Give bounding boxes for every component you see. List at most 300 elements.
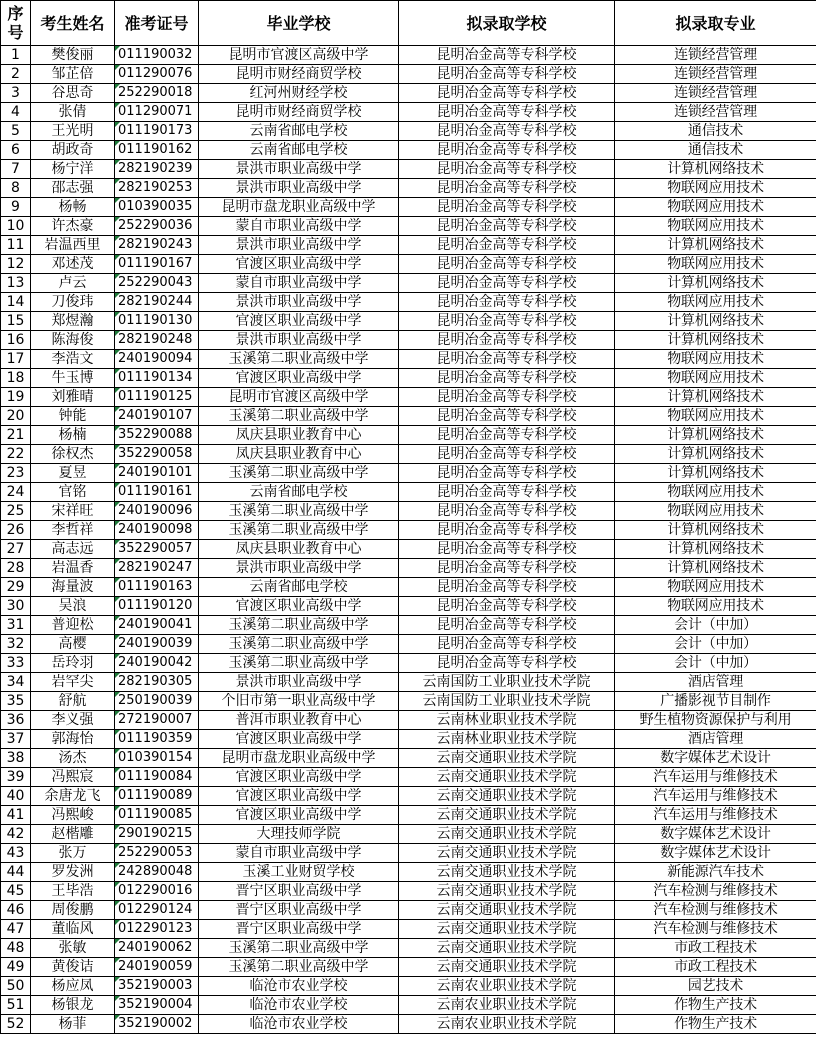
header-seq: 序 号: [1, 1, 31, 46]
name-cell: 徐权杰: [31, 445, 115, 464]
grad-school-cell: 云南省邮电学校: [199, 483, 399, 502]
name-cell: 胡政奇: [31, 141, 115, 160]
exam-id-cell: 352290088: [115, 426, 199, 445]
major-cell: 物联网应用技术: [615, 597, 816, 616]
seq-cell: 41: [1, 806, 31, 825]
seq-cell: 13: [1, 274, 31, 293]
exam-id-cell: 282190248: [115, 331, 199, 350]
exam-id-cell: 240190062: [115, 939, 199, 958]
admit-school-cell: 昆明冶金高等专科学校: [399, 407, 615, 426]
major-cell: 物联网应用技术: [615, 407, 816, 426]
table-row: [1, 65, 816, 84]
grad-school-cell: 昆明市财经商贸学校: [199, 65, 399, 84]
exam-id-cell: 012290123: [115, 920, 199, 939]
exam-id-cell: 011290076: [115, 65, 199, 84]
major-cell: 物联网应用技术: [615, 578, 816, 597]
admit-school-cell: 云南交通职业技术学院: [399, 825, 615, 844]
exam-id-cell: 282190244: [115, 293, 199, 312]
exam-id-cell: 012290124: [115, 901, 199, 920]
table-row: [1, 559, 816, 578]
grad-school-cell: 临沧市农业学校: [199, 996, 399, 1015]
admit-school-cell: 云南交通职业技术学院: [399, 806, 615, 825]
major-cell: 数字媒体艺术设计: [615, 844, 816, 863]
major-cell: 物联网应用技术: [615, 483, 816, 502]
grad-school-cell: 玉溪第二职业高级中学: [199, 654, 399, 673]
major-cell: 通信技术: [615, 122, 816, 141]
seq-cell: 45: [1, 882, 31, 901]
major-cell: 物联网应用技术: [615, 255, 816, 274]
admit-school-cell: 昆明冶金高等专科学校: [399, 616, 615, 635]
admit-school-cell: 昆明冶金高等专科学校: [399, 141, 615, 160]
admit-school-cell: 昆明冶金高等专科学校: [399, 293, 615, 312]
seq-cell: 52: [1, 1015, 31, 1034]
major-cell: 汽车运用与维修技术: [615, 768, 816, 787]
grad-school-cell: 玉溪第二职业高级中学: [199, 502, 399, 521]
header-admit-school: 拟录取学校: [399, 1, 615, 46]
name-cell: 余唐龙飞: [31, 787, 115, 806]
grad-school-cell: 玉溪第二职业高级中学: [199, 616, 399, 635]
grad-school-cell: 玉溪第二职业高级中学: [199, 407, 399, 426]
grad-school-cell: 玉溪工业财贸学校: [199, 863, 399, 882]
grad-school-cell: 官渡区职业高级中学: [199, 597, 399, 616]
major-cell: 汽车运用与维修技术: [615, 787, 816, 806]
major-cell: 连锁经营管理: [615, 46, 816, 65]
name-cell: 邵志强: [31, 179, 115, 198]
grad-school-cell: 晋宁区职业高级中学: [199, 901, 399, 920]
exam-id-cell: 352290058: [115, 445, 199, 464]
table-row: [1, 217, 816, 236]
seq-cell: 29: [1, 578, 31, 597]
grad-school-cell: 临沧市农业学校: [199, 977, 399, 996]
exam-id-cell: 011190161: [115, 483, 199, 502]
name-cell: 普迎松: [31, 616, 115, 635]
admit-school-cell: 昆明冶金高等专科学校: [399, 483, 615, 502]
name-cell: 夏昱: [31, 464, 115, 483]
major-cell: 数字媒体艺术设计: [615, 749, 816, 768]
table-row: [1, 483, 816, 502]
major-cell: 计算机网络技术: [615, 331, 816, 350]
seq-cell: 35: [1, 692, 31, 711]
grad-school-cell: 官渡区职业高级中学: [199, 768, 399, 787]
exam-id-cell: 011190120: [115, 597, 199, 616]
major-cell: 作物生产技术: [615, 1015, 816, 1034]
major-cell: 酒店管理: [615, 673, 816, 692]
grad-school-cell: 凤庆县职业教育中心: [199, 540, 399, 559]
exam-id-cell: 252290018: [115, 84, 199, 103]
seq-cell: 14: [1, 293, 31, 312]
name-cell: 李义强: [31, 711, 115, 730]
header-exam-id: 准考证号: [115, 1, 199, 46]
name-cell: 郭海怡: [31, 730, 115, 749]
name-cell: 杨宁洋: [31, 160, 115, 179]
table-row: [1, 179, 816, 198]
major-cell: 园艺技术: [615, 977, 816, 996]
table-row: [1, 939, 816, 958]
exam-id-cell: 352190003: [115, 977, 199, 996]
seq-cell: 31: [1, 616, 31, 635]
admit-school-cell: 云南交通职业技术学院: [399, 958, 615, 977]
exam-id-cell: 011190359: [115, 730, 199, 749]
admit-school-cell: 昆明冶金高等专科学校: [399, 559, 615, 578]
grad-school-cell: 官渡区职业高级中学: [199, 806, 399, 825]
table-row: [1, 331, 816, 350]
table-row: [1, 844, 816, 863]
table-row: [1, 141, 816, 160]
seq-cell: 34: [1, 673, 31, 692]
table-row: [1, 103, 816, 122]
table-row: [1, 198, 816, 217]
admit-school-cell: 昆明冶金高等专科学校: [399, 597, 615, 616]
table-row: [1, 711, 816, 730]
admit-school-cell: 昆明冶金高等专科学校: [399, 331, 615, 350]
name-cell: 谷思奇: [31, 84, 115, 103]
name-cell: 王光明: [31, 122, 115, 141]
admit-school-cell: 昆明冶金高等专科学校: [399, 445, 615, 464]
major-cell: 计算机网络技术: [615, 426, 816, 445]
name-cell: 李浩文: [31, 350, 115, 369]
exam-id-cell: 010390035: [115, 198, 199, 217]
grad-school-cell: 景洪市职业高级中学: [199, 331, 399, 350]
exam-id-cell: 011190167: [115, 255, 199, 274]
admit-school-cell: 昆明冶金高等专科学校: [399, 578, 615, 597]
major-cell: 物联网应用技术: [615, 502, 816, 521]
header-name: 考生姓名: [31, 1, 115, 46]
admit-school-cell: 昆明冶金高等专科学校: [399, 502, 615, 521]
grad-school-cell: 玉溪第二职业高级中学: [199, 521, 399, 540]
name-cell: 赵楷雕: [31, 825, 115, 844]
grad-school-cell: 昆明市盘龙职业高级中学: [199, 198, 399, 217]
seq-cell: 51: [1, 996, 31, 1015]
admit-school-cell: 云南交通职业技术学院: [399, 844, 615, 863]
major-cell: 连锁经营管理: [615, 65, 816, 84]
exam-id-cell: 240190039: [115, 635, 199, 654]
admit-school-cell: 云南交通职业技术学院: [399, 939, 615, 958]
name-cell: 吴浪: [31, 597, 115, 616]
name-cell: 杨畅: [31, 198, 115, 217]
name-cell: 黄俊诘: [31, 958, 115, 977]
grad-school-cell: 昆明市官渡区高级中学: [199, 388, 399, 407]
exam-id-cell: 011290071: [115, 103, 199, 122]
exam-id-cell: 252290053: [115, 844, 199, 863]
admit-school-cell: 昆明冶金高等专科学校: [399, 464, 615, 483]
exam-id-cell: 272190007: [115, 711, 199, 730]
seq-cell: 7: [1, 160, 31, 179]
admit-school-cell: 昆明冶金高等专科学校: [399, 160, 615, 179]
exam-id-cell: 012290016: [115, 882, 199, 901]
admit-school-cell: 昆明冶金高等专科学校: [399, 654, 615, 673]
table-row: [1, 274, 816, 293]
table-row: [1, 426, 816, 445]
grad-school-cell: 玉溪第二职业高级中学: [199, 464, 399, 483]
exam-id-cell: 240190107: [115, 407, 199, 426]
major-cell: 市政工程技术: [615, 958, 816, 977]
grad-school-cell: 玉溪第二职业高级中学: [199, 350, 399, 369]
header-row: [1, 1, 816, 46]
seq-cell: 27: [1, 540, 31, 559]
seq-cell: 17: [1, 350, 31, 369]
name-cell: 张倩: [31, 103, 115, 122]
name-cell: 郑煜瀚: [31, 312, 115, 331]
admit-school-cell: 云南国防工业职业技术学院: [399, 673, 615, 692]
name-cell: 舒航: [31, 692, 115, 711]
major-cell: 连锁经营管理: [615, 84, 816, 103]
major-cell: 广播影视节目制作: [615, 692, 816, 711]
grad-school-cell: 蒙自市职业高级中学: [199, 844, 399, 863]
table-row: [1, 464, 816, 483]
admit-school-cell: 昆明冶金高等专科学校: [399, 521, 615, 540]
major-cell: 市政工程技术: [615, 939, 816, 958]
name-cell: 李哲祥: [31, 521, 115, 540]
admit-school-cell: 昆明冶金高等专科学校: [399, 426, 615, 445]
grad-school-cell: 大理技师学院: [199, 825, 399, 844]
grad-school-cell: 官渡区职业高级中学: [199, 730, 399, 749]
table-row: [1, 597, 816, 616]
major-cell: 计算机网络技术: [615, 445, 816, 464]
table-row: [1, 160, 816, 179]
admit-school-cell: 昆明冶金高等专科学校: [399, 236, 615, 255]
name-cell: 杨楠: [31, 426, 115, 445]
admit-school-cell: 云南国防工业职业技术学院: [399, 692, 615, 711]
major-cell: 计算机网络技术: [615, 274, 816, 293]
name-cell: 汤杰: [31, 749, 115, 768]
admit-school-cell: 云南交通职业技术学院: [399, 920, 615, 939]
seq-cell: 43: [1, 844, 31, 863]
major-cell: 计算机网络技术: [615, 540, 816, 559]
name-cell: 钟能: [31, 407, 115, 426]
name-cell: 王毕浩: [31, 882, 115, 901]
name-cell: 卢云: [31, 274, 115, 293]
seq-cell: 39: [1, 768, 31, 787]
grad-school-cell: 昆明市财经商贸学校: [199, 103, 399, 122]
major-cell: 计算机网络技术: [615, 464, 816, 483]
major-cell: 野生植物资源保护与利用: [615, 711, 816, 730]
admit-school-cell: 昆明冶金高等专科学校: [399, 635, 615, 654]
grad-school-cell: 个旧市第一职业高级中学: [199, 692, 399, 711]
name-cell: 许杰豪: [31, 217, 115, 236]
table-row: [1, 312, 816, 331]
grad-school-cell: 官渡区职业高级中学: [199, 312, 399, 331]
seq-cell: 15: [1, 312, 31, 331]
exam-id-cell: 242890048: [115, 863, 199, 882]
table-row: [1, 977, 816, 996]
grad-school-cell: 昆明市官渡区高级中学: [199, 46, 399, 65]
seq-cell: 32: [1, 635, 31, 654]
admit-school-cell: 昆明冶金高等专科学校: [399, 179, 615, 198]
major-cell: 物联网应用技术: [615, 217, 816, 236]
name-cell: 岩罕尖: [31, 673, 115, 692]
admit-school-cell: 昆明冶金高等专科学校: [399, 84, 615, 103]
seq-cell: 21: [1, 426, 31, 445]
admit-school-cell: 昆明冶金高等专科学校: [399, 198, 615, 217]
grad-school-cell: 玉溪第二职业高级中学: [199, 635, 399, 654]
admit-school-cell: 云南林业职业技术学院: [399, 730, 615, 749]
name-cell: 杨菲: [31, 1015, 115, 1034]
exam-id-cell: 011190130: [115, 312, 199, 331]
name-cell: 冯熙宸: [31, 768, 115, 787]
seq-cell: 16: [1, 331, 31, 350]
exam-id-cell: 240190059: [115, 958, 199, 977]
table-row: [1, 901, 816, 920]
name-cell: 张万: [31, 844, 115, 863]
admit-school-cell: 昆明冶金高等专科学校: [399, 65, 615, 84]
exam-id-cell: 011190163: [115, 578, 199, 597]
major-cell: 汽车检测与维修技术: [615, 882, 816, 901]
exam-id-cell: 240190101: [115, 464, 199, 483]
grad-school-cell: 官渡区职业高级中学: [199, 255, 399, 274]
table-row: [1, 616, 816, 635]
admit-school-cell: 云南交通职业技术学院: [399, 787, 615, 806]
seq-cell: 49: [1, 958, 31, 977]
seq-cell: 28: [1, 559, 31, 578]
admit-school-cell: 昆明冶金高等专科学校: [399, 274, 615, 293]
seq-cell: 18: [1, 369, 31, 388]
seq-cell: 33: [1, 654, 31, 673]
table-row: [1, 255, 816, 274]
major-cell: 作物生产技术: [615, 996, 816, 1015]
table-row: [1, 1015, 816, 1034]
seq-cell: 46: [1, 901, 31, 920]
seq-cell: 42: [1, 825, 31, 844]
grad-school-cell: 官渡区职业高级中学: [199, 369, 399, 388]
grad-school-cell: 景洪市职业高级中学: [199, 236, 399, 255]
seq-cell: 19: [1, 388, 31, 407]
exam-id-cell: 282190305: [115, 673, 199, 692]
admit-school-cell: 云南交通职业技术学院: [399, 882, 615, 901]
admit-school-cell: 云南农业职业技术学院: [399, 996, 615, 1015]
name-cell: 董临风: [31, 920, 115, 939]
grad-school-cell: 云南省邮电学校: [199, 122, 399, 141]
name-cell: 邓述茂: [31, 255, 115, 274]
exam-id-cell: 011190134: [115, 369, 199, 388]
name-cell: 高樱: [31, 635, 115, 654]
table-row: [1, 673, 816, 692]
major-cell: 通信技术: [615, 141, 816, 160]
table-row: [1, 996, 816, 1015]
exam-id-cell: 240190096: [115, 502, 199, 521]
name-cell: 刀俊玮: [31, 293, 115, 312]
table-row: [1, 749, 816, 768]
exam-id-cell: 011190085: [115, 806, 199, 825]
exam-id-cell: 011190084: [115, 768, 199, 787]
admit-school-cell: 昆明冶金高等专科学校: [399, 540, 615, 559]
major-cell: 会计（中加）: [615, 616, 816, 635]
seq-cell: 2: [1, 65, 31, 84]
grad-school-cell: 晋宁区职业高级中学: [199, 920, 399, 939]
seq-cell: 24: [1, 483, 31, 502]
admit-school-cell: 昆明冶金高等专科学校: [399, 103, 615, 122]
seq-cell: 36: [1, 711, 31, 730]
major-cell: 计算机网络技术: [615, 312, 816, 331]
table-row: [1, 806, 816, 825]
grad-school-cell: 景洪市职业高级中学: [199, 293, 399, 312]
table-row: [1, 388, 816, 407]
grad-school-cell: 景洪市职业高级中学: [199, 179, 399, 198]
major-cell: 计算机网络技术: [615, 160, 816, 179]
seq-cell: 25: [1, 502, 31, 521]
table-row: [1, 369, 816, 388]
grad-school-cell: 景洪市职业高级中学: [199, 559, 399, 578]
admit-school-cell: 昆明冶金高等专科学校: [399, 388, 615, 407]
seq-cell: 10: [1, 217, 31, 236]
admit-school-cell: 云南交通职业技术学院: [399, 749, 615, 768]
grad-school-cell: 普洱市职业教育中心: [199, 711, 399, 730]
exam-id-cell: 282190253: [115, 179, 199, 198]
name-cell: 岩温西里: [31, 236, 115, 255]
exam-id-cell: 352190002: [115, 1015, 199, 1034]
major-cell: 酒店管理: [615, 730, 816, 749]
name-cell: 张敏: [31, 939, 115, 958]
name-cell: 杨应凤: [31, 977, 115, 996]
major-cell: 连锁经营管理: [615, 103, 816, 122]
grad-school-cell: 官渡区职业高级中学: [199, 787, 399, 806]
seq-cell: 4: [1, 103, 31, 122]
name-cell: 官铭: [31, 483, 115, 502]
exam-id-cell: 290190215: [115, 825, 199, 844]
exam-id-cell: 011190089: [115, 787, 199, 806]
seq-cell: 40: [1, 787, 31, 806]
grad-school-cell: 凤庆县职业教育中心: [199, 445, 399, 464]
name-cell: 海量波: [31, 578, 115, 597]
seq-cell: 22: [1, 445, 31, 464]
major-cell: 计算机网络技术: [615, 388, 816, 407]
major-cell: 数字媒体艺术设计: [615, 825, 816, 844]
table-row: [1, 236, 816, 255]
major-cell: 物联网应用技术: [615, 350, 816, 369]
seq-cell: 1: [1, 46, 31, 65]
table-row: [1, 46, 816, 65]
seq-cell: 9: [1, 198, 31, 217]
name-cell: 罗发洲: [31, 863, 115, 882]
grad-school-cell: 景洪市职业高级中学: [199, 160, 399, 179]
grad-school-cell: 临沧市农业学校: [199, 1015, 399, 1034]
exam-id-cell: 011190032: [115, 46, 199, 65]
admit-school-cell: 昆明冶金高等专科学校: [399, 255, 615, 274]
admit-school-cell: 云南交通职业技术学院: [399, 863, 615, 882]
table-row: [1, 654, 816, 673]
exam-id-cell: 011190125: [115, 388, 199, 407]
header-grad-school: 毕业学校: [199, 1, 399, 46]
major-cell: 物联网应用技术: [615, 198, 816, 217]
seq-cell: 44: [1, 863, 31, 882]
seq-cell: 50: [1, 977, 31, 996]
grad-school-cell: 玉溪第二职业高级中学: [199, 958, 399, 977]
admit-school-cell: 昆明冶金高等专科学校: [399, 217, 615, 236]
name-cell: 宋祥旺: [31, 502, 115, 521]
seq-cell: 38: [1, 749, 31, 768]
admit-school-cell: 云南交通职业技术学院: [399, 768, 615, 787]
exam-id-cell: 011190173: [115, 122, 199, 141]
seq-cell: 48: [1, 939, 31, 958]
exam-id-cell: 240190042: [115, 654, 199, 673]
admit-school-cell: 昆明冶金高等专科学校: [399, 369, 615, 388]
admit-school-cell: 昆明冶金高等专科学校: [399, 122, 615, 141]
exam-id-cell: 240190098: [115, 521, 199, 540]
major-cell: 会计（中加）: [615, 654, 816, 673]
major-cell: 会计（中加）: [615, 635, 816, 654]
seq-cell: 20: [1, 407, 31, 426]
table-row: [1, 540, 816, 559]
seq-cell: 8: [1, 179, 31, 198]
name-cell: 陈海俊: [31, 331, 115, 350]
name-cell: 邹芷倍: [31, 65, 115, 84]
admit-school-cell: 云南林业职业技术学院: [399, 711, 615, 730]
table-row: [1, 445, 816, 464]
name-cell: 冯熙峻: [31, 806, 115, 825]
seq-cell: 30: [1, 597, 31, 616]
seq-cell: 47: [1, 920, 31, 939]
major-cell: 物联网应用技术: [615, 369, 816, 388]
exam-id-cell: 011190162: [115, 141, 199, 160]
